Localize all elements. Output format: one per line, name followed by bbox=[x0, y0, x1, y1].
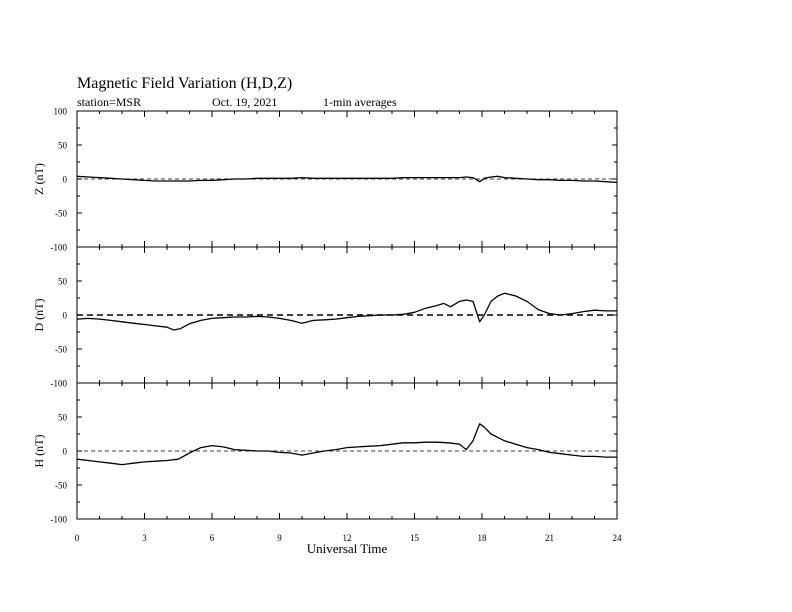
h-ytick-label: -50 bbox=[55, 480, 67, 491]
x-axis-label: Universal Time bbox=[306, 541, 388, 556]
d-axis-label: D (nT) bbox=[32, 298, 46, 332]
xtick-label: 6 bbox=[209, 533, 215, 543]
d-series-line bbox=[77, 293, 617, 330]
xtick-label: 24 bbox=[612, 533, 622, 543]
z-ytick-label: -100 bbox=[50, 242, 67, 253]
z-ytick-label: -50 bbox=[55, 208, 67, 219]
xtick-label: 18 bbox=[477, 533, 487, 543]
h-ytick-label: 50 bbox=[58, 412, 67, 423]
h-axis-label: H (nT) bbox=[32, 434, 46, 468]
h-ytick-label: 0 bbox=[62, 446, 67, 457]
xtick-label: 9 bbox=[277, 533, 282, 543]
z-axis-label: Z (nT) bbox=[32, 163, 46, 195]
chart-title: Magnetic Field Variation (H,D,Z) bbox=[77, 75, 293, 92]
xtick-label: 0 bbox=[74, 533, 80, 543]
station-label: station=MSR bbox=[77, 95, 142, 109]
xtick-label: 12 bbox=[342, 533, 352, 543]
d-ytick-label: -50 bbox=[55, 344, 67, 355]
z-ytick-label: 50 bbox=[58, 140, 67, 151]
d-ytick-label: 50 bbox=[58, 276, 67, 287]
d-ytick-label: -100 bbox=[50, 378, 67, 389]
xtick-label: 15 bbox=[410, 533, 419, 543]
d-ytick-label: 0 bbox=[62, 310, 67, 321]
xtick-label: 3 bbox=[142, 533, 147, 543]
h-series-line bbox=[77, 424, 617, 465]
date-label: Oct. 19, 2021 bbox=[212, 95, 278, 109]
averaging-label: 1-min averages bbox=[323, 95, 397, 109]
z-ytick-label: 0 bbox=[62, 174, 67, 185]
xtick-label: 21 bbox=[545, 533, 554, 543]
z-ytick-label: 100 bbox=[53, 106, 67, 117]
h-ytick-label: -100 bbox=[50, 514, 67, 525]
